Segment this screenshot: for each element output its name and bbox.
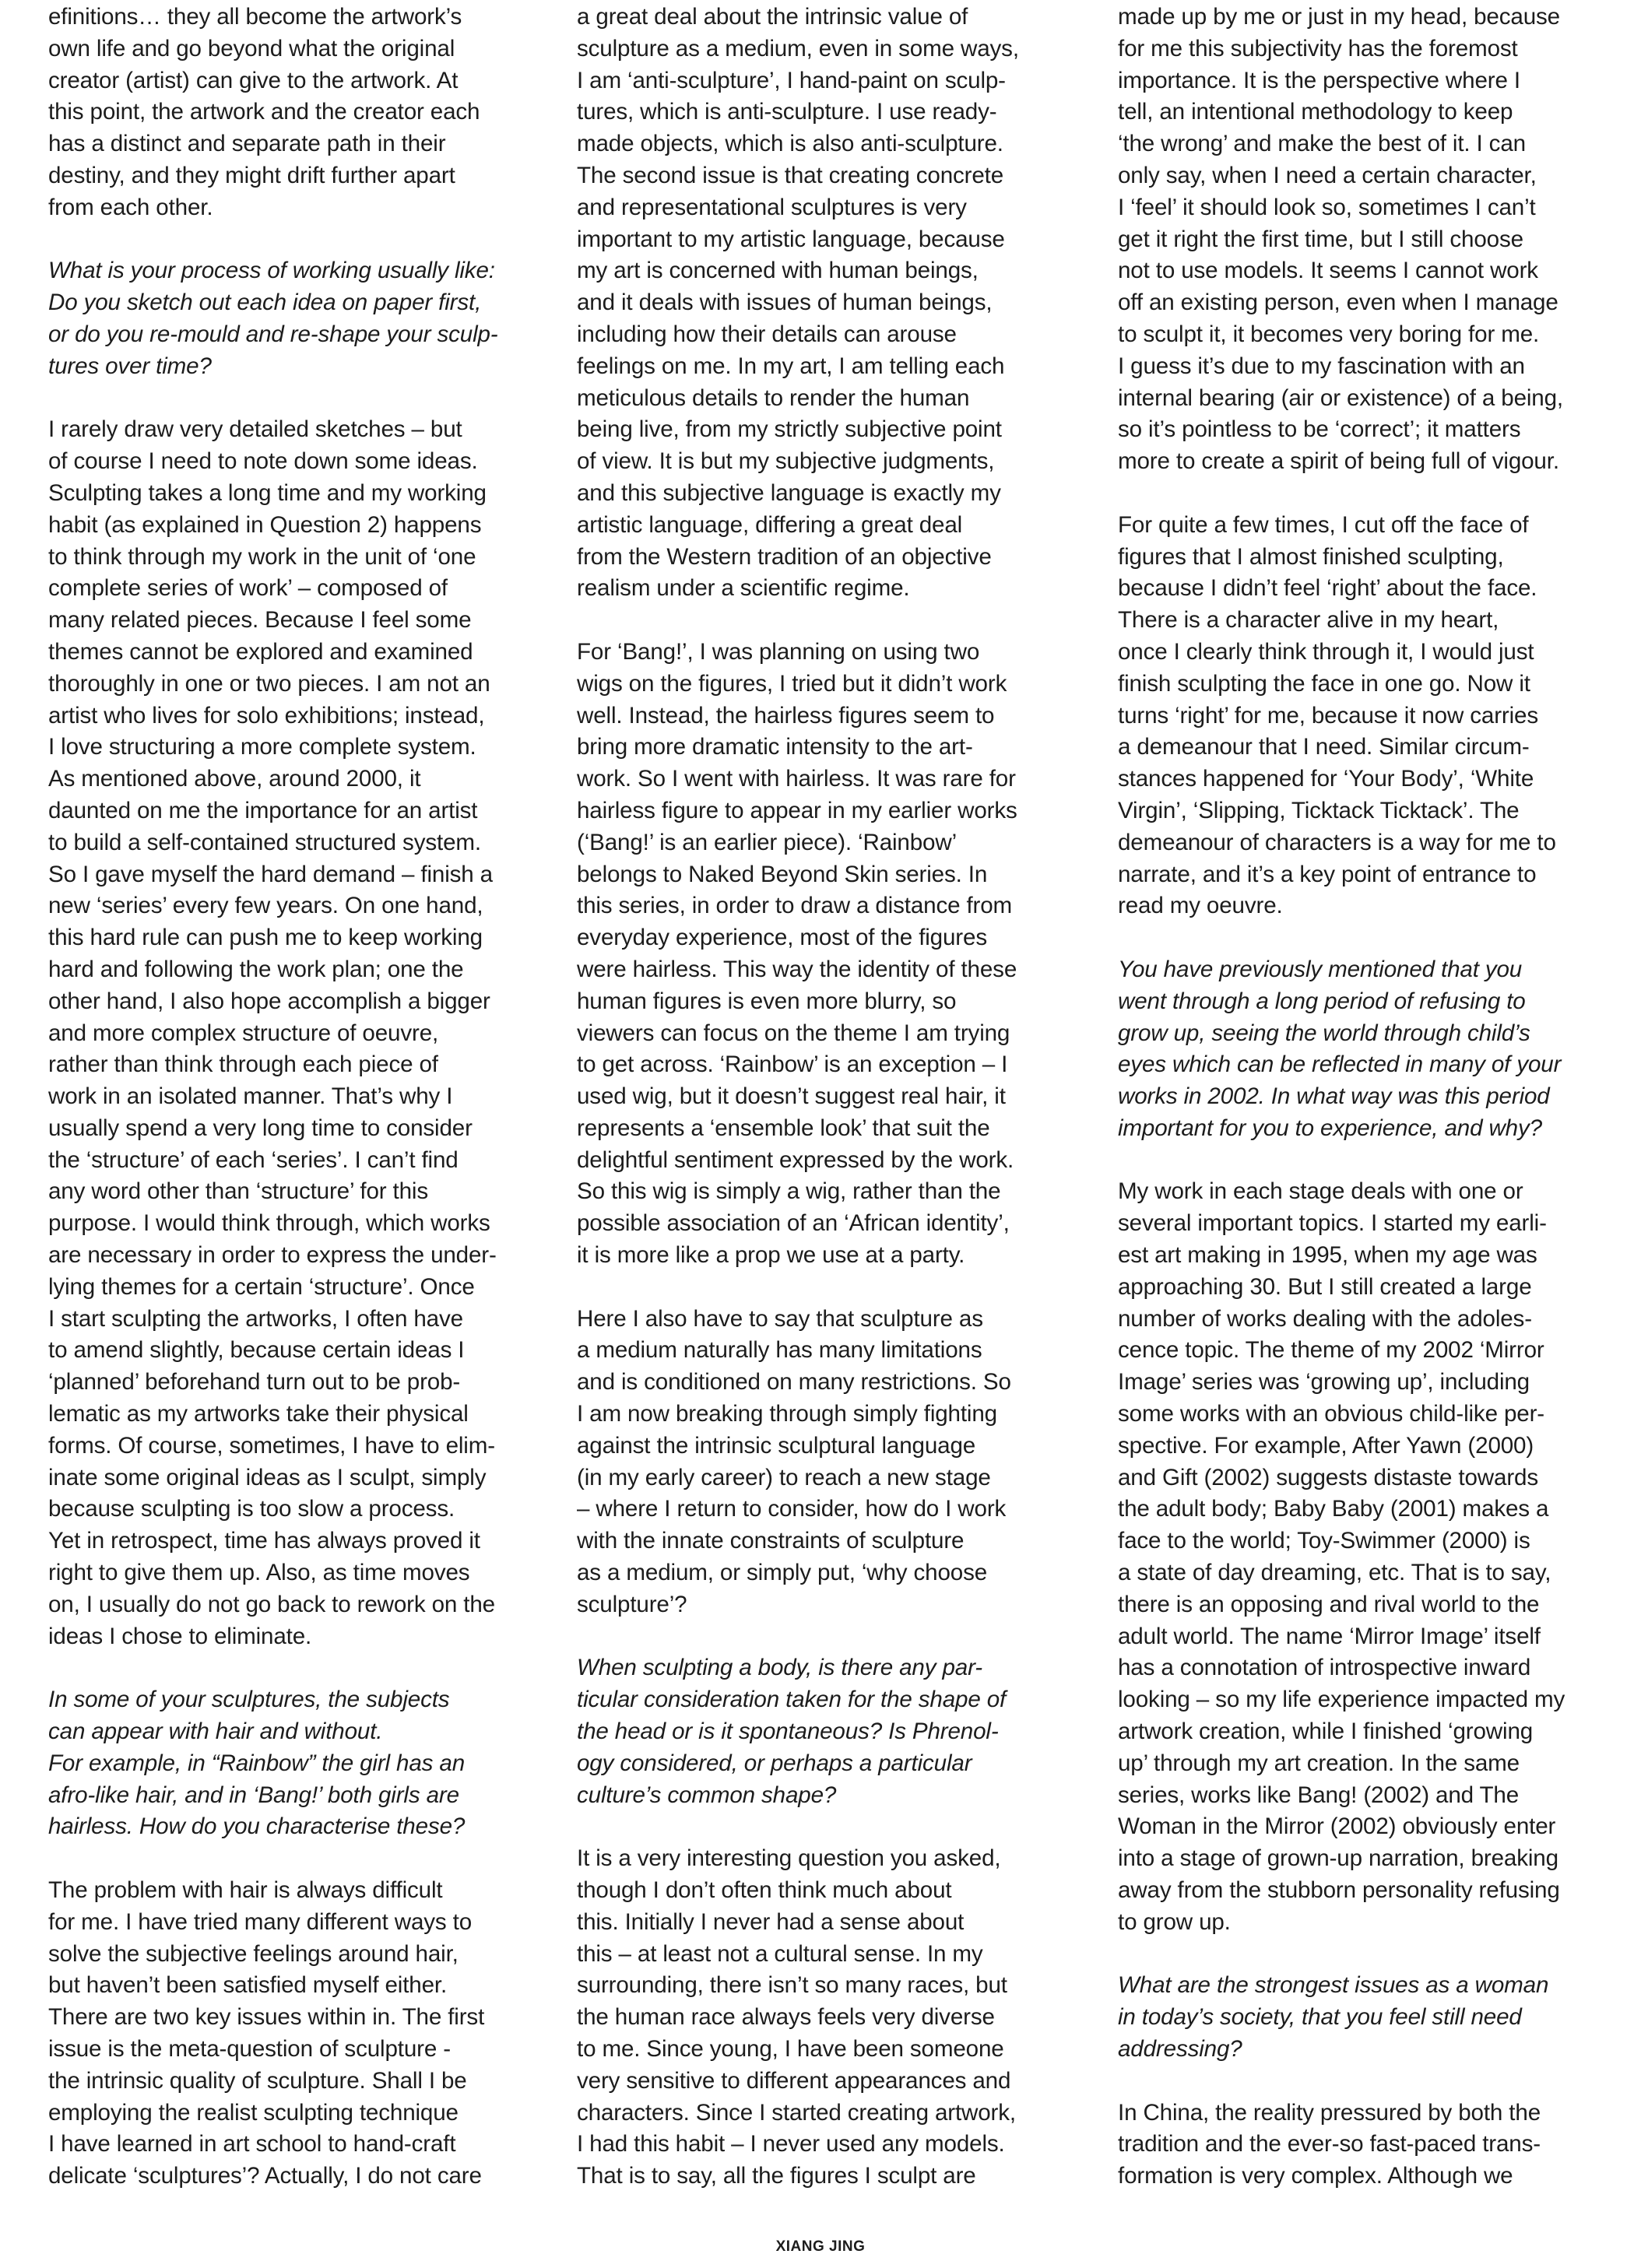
page-footer-artist-name: XIANG JING [775, 2238, 866, 2255]
answer-paragraph: The problem with hair is always difficult for me. I have tried many different ways to solve the subjective feelings around hair, but haven’t been satisfied myself either. There are two key issues within in. The first issue is the meta-question of sculpture - the intrinsic quality of sculpture. Shall I be employing the realist sculpting technique I have learned in art school to hand-craft delicate ‘sculptures’? Actually, I do not care [48, 1877, 485, 2189]
answer-paragraph: My work in each stage deals with one or several important topics. I started my earli- est art making in 1995, when my age was approaching 30. But I still created a large number of works dealing with the adoles- cence topic. The theme of my 2002 ‘Mirror Image’ series was ‘growing up’, including some works with an obvious child-like per- spective. For example, After Yawn (2000) and Gift (2002) suggests distaste towards the adult body; Baby Baby (2001) makes a face to the world; Toy-Swimmer (2000) is a state of day dreaming, etc. That is to say, there is an opposing and rival world to the adult world. The name ‘Mirror Image’ itself has a connotation of introspective inward looking – so my life experience impacted my artwork creation, while I finished ‘growing up’ through my art creation. In the same series, works like Bang! (2002) and The Woman in the Mirror (2002) obviously enter into a stage of grown-up narration, breaking away from the stubborn personality refusing to grow up. [1118, 1178, 1565, 1935]
answer-paragraph: For quite a few times, I cut off the face of figures that I almost finished sculpting, because I didn’t feel ‘right’ about the face. There is a character alive in my heart, once I clearly think through it, I would just finish sculpting the face in one go. Now it turns ‘right’ for me, because it now carries a demeanour that I need. Similar circum- stances happened for ‘Your Body’, ‘White Virgin’, ‘Slipping, Ticktack Ticktack’. The demeanour of characters is a way for me to narrate, and it’s a key point of entrance to read my oeuvre. [1118, 511, 1556, 919]
interview-question: In some of your sculptures, the subjects can appear with hair and without. For example, in “Rainbow” the girl has an afro-like hair, and in ‘Bang!’ both girls are hairless. How do you characterise these? [48, 1687, 466, 1840]
interview-question: You have previously mentioned that you went through a long period of refusing to grow up, seeing the world through child’s eyes which can be reflected in many of your works in 2002. In what way was this period important for you to experience, and why? [1118, 956, 1562, 1141]
answer-paragraph: It is a very interesting question you asked, though I don’t often think much about this. Initially I never had a sense about this – at least not a cultural sense. In my surrounding, there isn’t so many races, but the human race always feels very diverse to me. Since young, I have been someone very sensitive to different appearances and characters. Since I started creating artwork, I had this habit – I never used any models. That is to say, all the figures I sculpt are [577, 1845, 1016, 2189]
text-column-2 [577, 2, 1069, 2193]
answer-paragraph: For ‘Bang!’, I was planning on using two wigs on the figures, I tried but it didn’t work well. Instead, the hairless figures seem to bring more dramatic intensity to the art- work. So I went with hairless. It was rare for hairless figure to appear in my earlier works (‘Bang!’ is an earlier piece). ‘Rainbow’ belongs to Naked Beyond Skin series. In this series, in order to draw a distance from everyday experience, most of the figures were hairless. This way the identity of these human figures is even more blurry, so viewers can focus on the theme I am trying to get across. ‘Rainbow’ is an exception – I used wig, but it doesn’t suggest real hair, it represents a ‘ensemble look’ that suit the delightful sentiment expressed by the work. So this wig is simply a wig, rather than the possible association of an ‘African identity’, it is more like a prop we use at a party. [577, 638, 1017, 1269]
answer-paragraph: made up by me or just in my head, because for me this subjectivity has the foremost importance. It is the perspective where I tell, an intentional methodology to keep ‘the wrong’ and make the best of it. I can only say, when I need a certain character, I ‘feel’ it should look so, sometimes I can’t get it right the first time, but I still choose not to use models. It seems I cannot work off an existing person, even when I manage to sculpt it, it becomes very boring for me. I guess it’s due to my fascination with an internal bearing (air or existence) of a being, so it’s pointless to be ‘correct’; it matters more to create a spirit of being full of vigour. [1118, 4, 1563, 475]
answer-paragraph: a great deal about the intrinsic value of sculpture as a medium, even in some ways, I am ‘anti-sculpture’, I hand-paint on sculp- tures, which is anti-sculpture. I use ready- made objects, which is also anti-sculpture. The second issue is that creating concrete and representational sculptures is very important to my artistic language, because my art is concerned with human beings, and it deals with issues of human beings, including how their details can arouse feelings on me. In my art, I am telling each meticulous details to render the human being live, from my strictly subjective point of view. It is but my subjective judgments, and this subjective language is exactly my artistic language, differing a great deal from the Western tradition of an objective realism under a scientific regime. [577, 4, 1019, 602]
interview-question: What is your process of working usually like: Do you sketch out each idea on paper first, or do you re-mould and re-shape your sculp- tures over time? [48, 258, 498, 379]
answer-paragraph: I rarely draw very detailed sketches – but of course I need to note down some ideas. Sculpting takes a long time and my working habit (as explained in Question 2) happens to think through my work in the unit of ‘one complete series of work’ – composed of many related pieces. Because I feel some themes cannot be explored and examined thoroughly in one or two pieces. I am not an artist who lives for solo exhibitions; instead, I love structuring a more complete system. As mentioned above, around 2000, it daunted on me the importance for an artist to build a self-contained structured system. So I gave myself the hard demand – finish a new ‘series’ every few years. On one hand, this hard rule can push me to keep working hard and following the work plan; one the other hand, I also hope accomplish a bigger and more complex structure of oeuvre, rather than think through each piece of work in an isolated manner. That’s why I usually spend a very long time to consider the ‘structure’ of each ‘series’. I can’t find any word other than ‘structure’ for this purpose. I would think through, which works are necessary in order to express the under- lying themes for a certain ‘structure’. Once I start sculpting the artworks, I often have to amend slightly, because certain ideas I ‘planned’ beforehand turn out to be prob- lematic as my artworks take their physical forms. Of course, sometimes, I have to elim- inate some original ideas as I sculpt, simply because sculpting is too slow a process. Yet in retrospect, time has always proved it right to give them up. Also, as time moves on, I usually do not go back to rework on the ideas I chose to eliminate. [48, 416, 497, 1649]
answer-paragraph: efinitions… they all become the artwork’s own life and go beyond what the original creator (artist) can give to the artwork. At this point, the artwork and the creator each has a distinct and separate path in their destiny, and they might drift further apart from each other. [48, 4, 480, 220]
interview-question: What are the strongest issues as a woman in today’s society, that you feel still need addressing? [1118, 1972, 1549, 2062]
text-column-3 [1118, 2, 1610, 2193]
text-column-1 [48, 2, 540, 2193]
interview-question: When sculpting a body, is there any par- ticular consideration taken for the shape of the head or is it spontaneous? Is Phrenol- ogy considered, or perhaps a particular culture’s common shape? [577, 1655, 1007, 1808]
answer-paragraph: Here I also have to say that sculpture as a medium naturally has many limitations and is conditioned on many restrictions. So I am now breaking through simply fighting against the intrinsic sculptural language (in my early career) to reach a new stage – where I return to consider, how do I work with the innate constraints of sculpture as a medium, or simply put, ‘why choose sculpture’? [577, 1305, 1011, 1617]
answer-paragraph: In China, the reality pressured by both the tradition and the ever-so fast-paced trans- formation is very complex. Although we [1118, 2099, 1541, 2189]
